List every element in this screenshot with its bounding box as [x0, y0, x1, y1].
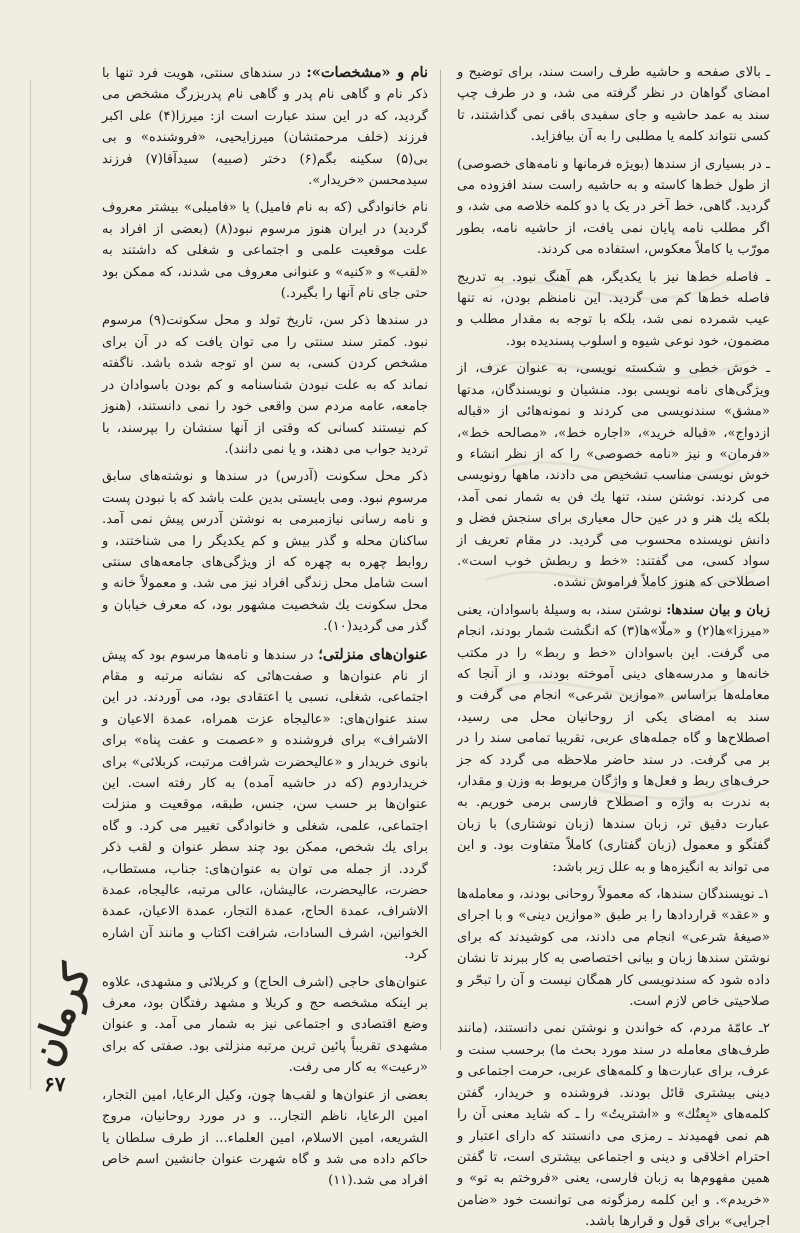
left-paragraph-6: عنوان‌های حاجی (اشرف الحاج) و کربلائی و مشهدی، علاوه بر اینکه مشخصه حج و کربلا و مشهد رفتگان بود، معرف وضع اقتصادی و اجتماعی نیز به شمار می آمد. و عنوان مشهدی تقریباً پائین ترین مرتبه منزلتی بود. صفتی که برای «رعیت» به کار می رفت. [102, 974, 428, 1076]
right-section [457, 600, 770, 878]
right-paragraph-4: ـ خوش خطی و شکسته نویسی، به عنوان عرف، از ویژگی‌های نامه نویسی بود. منشیان و نویسندگان، مدتها «مشق» سندنویسی می کردند و نمونه‌هائی از «قباله ازدواج»، «قباله خرید»، «اجاره خط»، «مصالحه خط»، «فرمان» و نیز «نامه خصوصی» را که از نظر انشاء و خوش نویسی مناسب تشخیص می دادند، ماهها رونویسی می کردند. نوشتن سند، تنها یك فن به شمار نمی آمد، بلکه یك هنر و در عین حال معیاری برای سنجش فضل و دانش نویسنده محسوب می گردید. در مقام تعریف از سواد کسی، می گفتند: «خط و ربطش خوب است». اصطلاحی که هنوز کاملاً فراموش نشده. [457, 361, 770, 591]
right-paragraph-3: ـ فاصله خط‌ها نیز با یکدیگر، هم آهنگ نبود. به تدریج فاصله خط‌ها کم می گردید. این نامنظم بودن، نه تنها عیب شمرده نمی شد، بلکه با توجه به مقدار مطلب و مضمون، خود نوعی شیوه و اسلوب پسندیده بود. [457, 269, 770, 349]
right-paragraph-2: ـ در بسیاری از سندها (بویژه فرمانها و نامه‌های خصوصی) از طول خط‌ها کاسته و به حاشیه راست سند افزوده می گردید. گاهی، خط آخر در یک یا دو کلمه خلاصه می شد، و اگر مطلب نامه پایان نمی یافت، از حاشیه نامه، بطور مورّب یا کاملاً معکوس، استفاده می کردند. [457, 156, 770, 258]
left-paragraph-5: در سندها و نامه‌ها مرسوم بود که پیش از نام عنوان‌ها و صفت‌هائی که نشانه مرتبه و مقام اجتماعی، شغلی، نسبی یا اعتقادی بود، می آوردند. در این سند عنوان‌های: «عالیجاه عزت همراه، عمدة الاعیان و الاشراف» برای فروشنده و «عصمت و عفت پناه» برای بانوی خریدار و «عالیحضرت شرافت مرتبت، کربلائی» برای خریداردوم (که در حاشیه آمده) به کار رفته است. این عنوان‌ها بر حسب سن، جنس، طبقه، موقعیت و منزلت اجتماعی، علمی، شغلی و خانوادگی تغییر می کرد. و گاه برای یك شخص، ممکن بود چند سطر عنوان و لقب ذکر گردد. از جمله می توان به عنوان‌های: جناب، مستطاب، حضرت، عالیحضرت، عالیشان، عالی مرتبه، عالیجاه، عمدة الاشراف، عمدة الحاج، عمدة التجار، عمدة الاعیان، عمدة الخوانین، اشرف السادات، شرافت اکتاب و مانند آن اشاره کرد. [102, 647, 428, 963]
left-paragraph-1: در سندهای سنتی، هویت فرد تنها با ذکر نام و گاهی نام پدر و گاهی نام پدربزرگ مشخص می گردید، که در این سند عبارت است از: میرزا(۴) علی اکبر فرزند (خلف مرحمتشان) میرزایحیی، «فروشنده» و بی بی(۵) سکینه بگم(۶) دختر (صبیه) سیدآقا(۷) فرزند سیدمحسن «خریدار». [102, 66, 428, 189]
kerman-logo: کرمان [20, 958, 100, 1072]
left-paragraph-7: بعضی از عنوان‌ها و لقب‌ها چون، وکیل الرعایا، امین التجار، امین الرعایا، ناظم التجار... و در مورد روحانیان، مروج الشریعه، امین الاسلام، امین العلماء... از طرف سلطان یا حاکم داده می شد و گاه شهرت عنوان جانشین اسم خاص افراد می شد.(۱۱) [102, 1087, 428, 1189]
column-divider [440, 70, 441, 1050]
right-section-paragraph-2: ۱ـ نویسندگان سندها، که معمولاً روحانی بودند، و معامله‌ها و «عقد» قراردادها را بر طبق «موازین دینی» و با اجرای «صیغهٔ شرعی» انجام می دادند، می کوشیدند که برای نوشتن سندها زبان و بیانی اختصاصی به کار ببرند تا نشان داده شود که سندنویسی کار همگان نیست و آن را تبحّر و صلاحیتی خاص لازم است. [457, 887, 770, 1010]
section-heading-titles: عنوان‌های منزلتی؛ [318, 645, 428, 663]
left-paragraph-2: نام خانوادگی (که به نام فامیل) یا «فامیلی» بیشتر معروف گردید) در ایران هنوز مرسوم نبود(۸) (بعضی از افراد به علت موقعیت علمی و اجتماعی و شغلی که داشتند به «لقب» و «کنیه» و عنوانی معروف می شدند، که ممکن بود حتی جای نام آنها را بگیرد.) [102, 200, 428, 302]
right-paragraph-1: ـ بالای صفحه و حاشیه طرف راست سند، برای توضیح و امضای گواهان در نظر گرفته می شد، و در طرف چپ سند به عمد حاشیه و جای سفیدی باقی نمی گذاشتند، تا کسی نتواند کلمه یا مطلبی را به آن بیافزاید. [457, 65, 770, 145]
page-number: ۶۷ [44, 1072, 66, 1096]
left-paragraph-4: ذکر محل سکونت (آدرس) در سندها و نوشته‌های سابق مرسوم نبود. ومی بایستی بدین علت باشد که با نبودن پست و نامه رسانی نیازمبرمی به نوشتن آدرس پیش نمی آمد. ساکنان محله و گذر بیش و کم یکدیگر را می شناختند، و روابط چهره به چهره که از ویژگی‌های جامعه‌های سنتی است شامل محل زندگی افراد نیز می شد. و معمولاً خانه و محل سکونت یك شخصیت مشهور بود، که معرف خیابان و گذر می گردید(۱۰). [102, 469, 429, 635]
left-paragraph-3: در سندها ذکر سن، تاریخ تولد و محل سکونت(۹) مرسوم نبود. کمتر سند سنتی را می توان یافت که در آن برای مشخص کردن کسی، به سن او توجه شده باشد. ناگفته نماند که به علت نبودن شناسنامه و کم بودن باسوادان در جامعه، عامه مردم سن واقعی خود را نمی دانستند، (هنوز کم نیستند کسانی که وقتی از آنها سنشان را بپرسند، با تردید جواب می دهند، و یا نمی دانند). [102, 313, 428, 457]
right-column [457, 62, 770, 1230]
right-section-paragraph-1: نوشتن سند، به وسیلهٔ باسوادان، یعنی «میرزا»ها(۲) و «ملّا»ها(۳) که انگشت شمار بودند، انجام می گرفت. این باسوادان «خط و ربط» را در مکتب خانه‌ها و مدرسه‌های دینی آموخته بودند، و از آنجا که معامله‌ها براساس «موازین شرعی» انجام می گرفت و سند به امضای یکی از روحانیان محل می رسید، اصطلاح‌ها و گاه جمله‌های عربی، تقریبا تمامی سند را در بر می گرفت. در سند حاضر ملاحظه می گردد که جز حرف‌های ربط و فعل‌ها و واژگان مربوط به وزن و مقدار، به ندرت به واژه و اصطلاح فارسی برمی خوریم. به عبارت دقیق تر، زبان سندها (زبان نوشتاری) با زبان گفتگو و معمول (زبان گفتاری) کاملاً متفاوت بود. و این می تواند به انگیزه‌ها و به علل زیر باشد: [457, 602, 770, 875]
left-block-1 [102, 62, 428, 191]
outer-margin-line [30, 80, 31, 1090]
left-block-2 [102, 644, 428, 966]
section-heading-name: نام و «مشخصات»: [306, 64, 429, 81]
left-column [102, 62, 429, 1189]
right-section-paragraph-3: ۲ـ عامّهٔ مردم، که خواندن و نوشتن نمی دانستند، (مانند طرف‌های معامله در سند مورد بحث ما) برحسب سنت و عرف، برای عبارت‌ها و کلمه‌های عربی، حرمت اجتماعی و دینی بیشتری قائل بودند. فروشنده و خریدار، گفتن کلمه‌های «بِعتُك» و «اشتریتُ» را ـ که شاید معنی آن را هم نمی فهمیدند ـ رمزی می دانستند که دارای اعتبار و احترام اخلاقی و دینی و اجتماعی بیشتری است، تا گفتن همین مفهوم‌ها به زبان فارسی، یعنی «فروختم به تو» و «خریدم». و این کلمه رمزگونه می توانست خود «ضامن اجرایی» برای قول و قرارها باشد. [457, 1021, 770, 1230]
section-heading-language: زبان و بیان سندها: [666, 602, 770, 618]
